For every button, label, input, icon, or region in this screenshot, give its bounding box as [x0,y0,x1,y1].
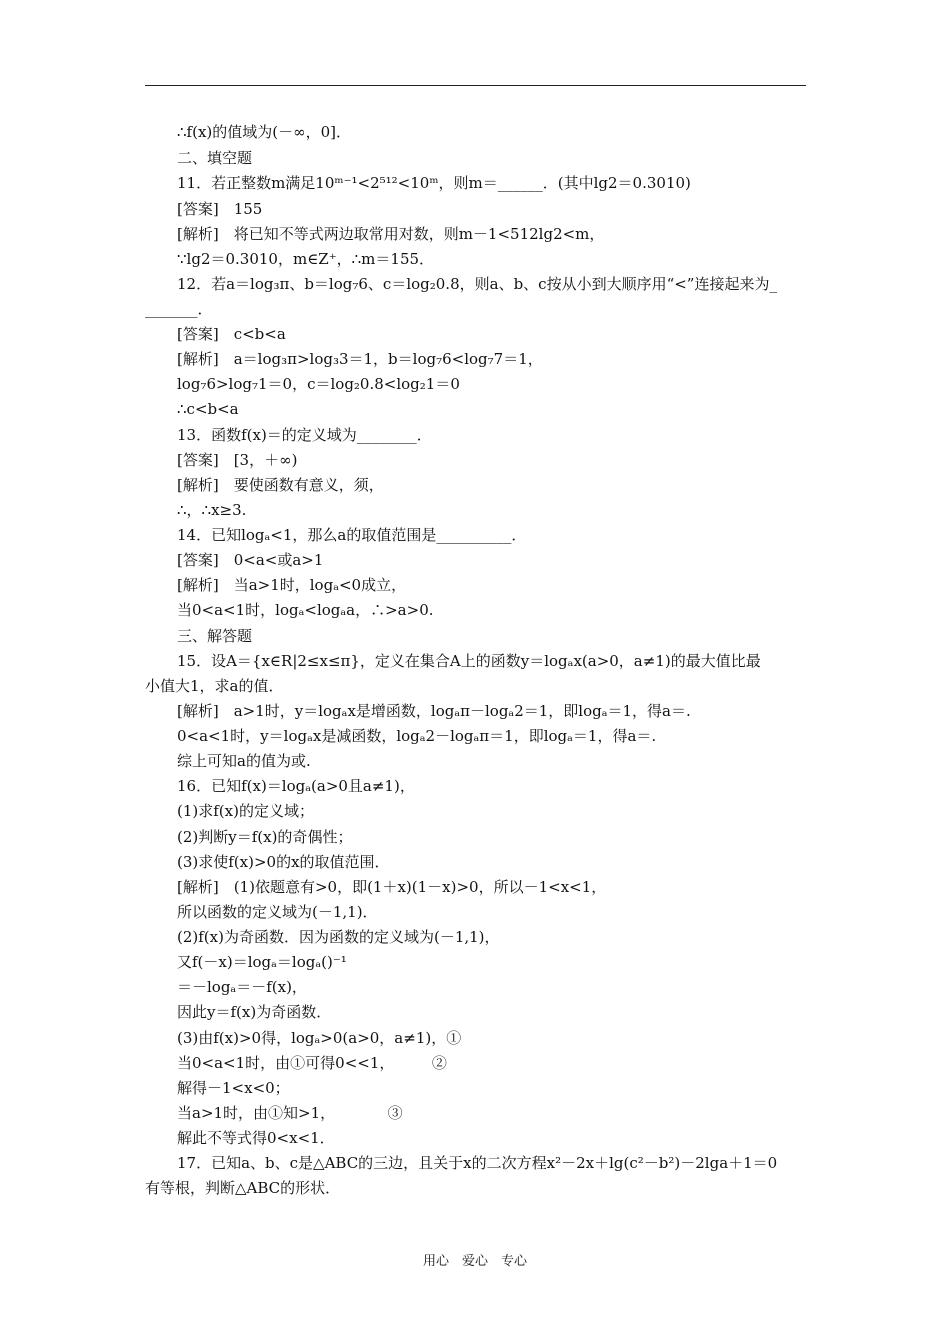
text-line: 0<a<1时，y＝logₐx是减函数，logₐ2－logₐπ＝1，即logₐ＝1，得a＝. [177,727,657,745]
analysis-11: [解析] 将已知不等式两边取常用对数，则m－1<512lg2<m， [177,225,605,243]
text-line: 解得－1<x<0； [177,1079,290,1097]
analysis-16: [解析] (1)依题意有>0，即(1＋x)(1－x)>0，所以－1<x<1， [177,878,607,896]
text-line: 当0<a<1时，logₐ<logₐa，∴>a>0. [177,601,434,619]
page-footer: 用心 爱心 专心 [422,1254,527,1269]
section-heading: 二、填空题 [177,149,253,167]
question-16: 16．已知f(x)＝logₐ(a>0且a≠1)， [177,777,415,795]
answer-13: [答案] [3，＋∞) [177,451,298,469]
text-line: (2)f(x)为奇函数．因为函数的定义域为(－1,1)， [177,928,500,946]
analysis-12: [解析] a＝log₃π>log₃3＝1，b＝log₇6<log₇7＝1， [177,350,543,368]
text-line: 当0<a<1时，由①可得0<<1， ② [177,1054,447,1072]
text-line: ∴，∴x≥3. [177,501,247,519]
text-line: 因此y＝f(x)为奇函数． [177,1003,332,1021]
answer-11: [答案] 155 [177,200,263,218]
text-line: 所以函数的定义域为(－1,1)． [177,903,378,921]
answer-12: [答案] c<b<a [177,325,286,343]
text-line: log₇6>log₇1＝0，c＝log₂0.8<log₂1＝0 [177,375,460,393]
question-14: 14．已知logₐ<1，那么a的取值范围是__________． [177,526,527,544]
text-line: 解此不等式得0<x<1． [177,1129,335,1147]
text-line: (1)求f(x)的定义域； [177,802,314,820]
answer-14: [答案] 0<a<或a>1 [177,551,324,569]
question-15-cont: 小值大1，求a的值． [145,677,284,695]
question-15: 15．设A＝{x∈R|2≤x≤π}，定义在集合A上的函数y＝logₐx(a>0，a≠1)的最大值比最 [177,652,761,670]
text-line: 综上可知a的值为或. [177,752,311,770]
text-line: ＝－logₐ＝－f(x)， [177,978,307,996]
analysis-15: [解析] a>1时，y＝logₐx是增函数，logₐπ－logₐ2＝1，即logₐ＝1，得a＝. [177,702,691,720]
text-line: 当a>1时，由①知>1， ③ [177,1104,403,1122]
question-12: 12．若a＝log₃π、b＝log₇6、c＝log₂0.8，则a、b、c按从小到大顺序用“<”连接起来为_ [177,275,777,293]
text-line: ∴c<b<a [177,400,239,418]
header-rule [145,85,806,86]
analysis-13: [解析] 要使函数有意义，须， [177,476,384,494]
question-11: 11．若正整数m满足10ᵐ⁻¹<2⁵¹²<10ᵐ，则m＝______．(其中lg2＝0.3010) [177,174,691,192]
text-line: ∴f(x)的值域为(－∞，0]． [177,123,352,141]
text-line: ∵lg2＝0.3010，m∈Z⁺，∴m＝155． [177,250,435,268]
section-heading: 三、解答题 [177,627,253,645]
text-line: (3)由f(x)>0得，logₐ>0(a>0，a≠1)，① [177,1029,462,1047]
question-17: 17．已知a、b、c是△ABC的三边，且关于x的二次方程x²－2x＋lg(c²－b²)－2lga＋1＝0 [177,1154,778,1172]
text-line: (2)判断y＝f(x)的奇偶性； [177,828,353,846]
analysis-14: [解析] 当a>1时，logₐ<0成立， [177,576,407,594]
question-17-cont: 有等根，判断△ABC的形状． [145,1179,341,1197]
text-line: 又f(－x)＝logₐ＝logₐ()⁻¹ [177,953,347,971]
question-12-cont: _______． [145,300,213,318]
question-13: 13．函数f(x)＝的定义域为________． [177,426,432,444]
text-line: (3)求使f(x)>0的x的取值范围． [177,853,390,871]
